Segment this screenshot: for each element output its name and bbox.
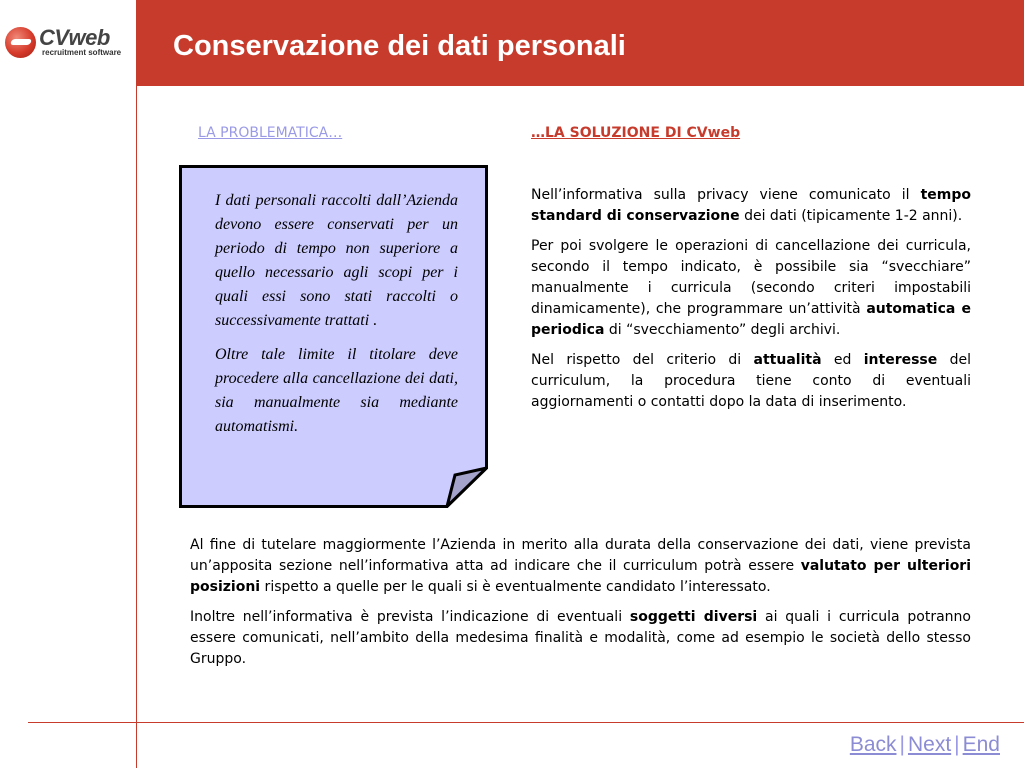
slide-nav: [850, 733, 1000, 757]
solution-paragraph: Nel rispetto del criterio di attualità ed interesse del curriculum, la procedura tiene conto di eventuali aggiornamenti o contatti dopo la data di inserimento.: [531, 352, 971, 410]
page-title: Conservazione dei dati personali: [173, 30, 626, 62]
nav-separator: |: [899, 733, 905, 756]
nav-separator: |: [954, 733, 960, 756]
summary-paragraph: Al fine di tutelare maggiormente l’Azienda in merito alla durata della conservazione dei dati, viene prevista un’apposita sezione nell’informativa atta ad indicare che il curriculum potrà essere valutato per ulteriori posizioni rispetto a quelle per le quali si è eventualmente candidato l’interessato.: [190, 537, 972, 595]
cvweb-logo-icon: [5, 27, 36, 58]
solution-paragraph: Per poi svolgere le operazioni di cancellazione dei curricula, secondo il tempo indicato, è possibile sia “svecchiare” manualmente i curricula (secondo criteri impostabili dinamicamente), che programmare un’attività automatica e periodica di “svecchiamento” degli archivi.: [531, 238, 971, 338]
summary-paragraph: Inoltre nell’informativa è prevista l’indicazione di eventuali soggetti diversi ai quali i curricula potranno essere comunicati, nell’ambito della medesima finalità e modalità, come ad esempio le società dello stesso Gruppo.: [190, 609, 971, 667]
footer-divider: [28, 722, 1024, 723]
logo: [5, 24, 133, 64]
back-link[interactable]: Back: [849, 733, 897, 756]
solution-text: [531, 185, 971, 422]
end-link[interactable]: End: [962, 733, 1000, 756]
vertical-divider: [136, 86, 137, 768]
logo-wordmark: CVweb: [39, 25, 110, 50]
solution-heading: …LA SOLUZIONE DI CVweb: [531, 125, 741, 141]
solution-paragraph: Nell’informativa sulla privacy viene comunicato il tempo standard di conservazione dei dati (tipicamente 1-2 anni).: [531, 187, 971, 224]
note-paragraph: I dati personali raccolti dall’Azienda devono essere conservati per un periodo di tempo non superiore a quello necessario agli scopi per i quali essi sono stati raccolti o successivamente trattati .: [215, 192, 458, 329]
next-link[interactable]: Next: [907, 733, 952, 756]
problem-heading: LA PROBLEMATICA…: [198, 125, 343, 141]
logo-tagline: recruitment software: [42, 48, 122, 57]
problem-note: [179, 165, 488, 508]
note-paragraph: Oltre tale limite il titolare deve procedere alla cancellazione dei dati, sia manualmente sia mediante automatismi.: [215, 346, 458, 435]
summary-text: [190, 535, 971, 679]
note-text: [215, 189, 458, 449]
